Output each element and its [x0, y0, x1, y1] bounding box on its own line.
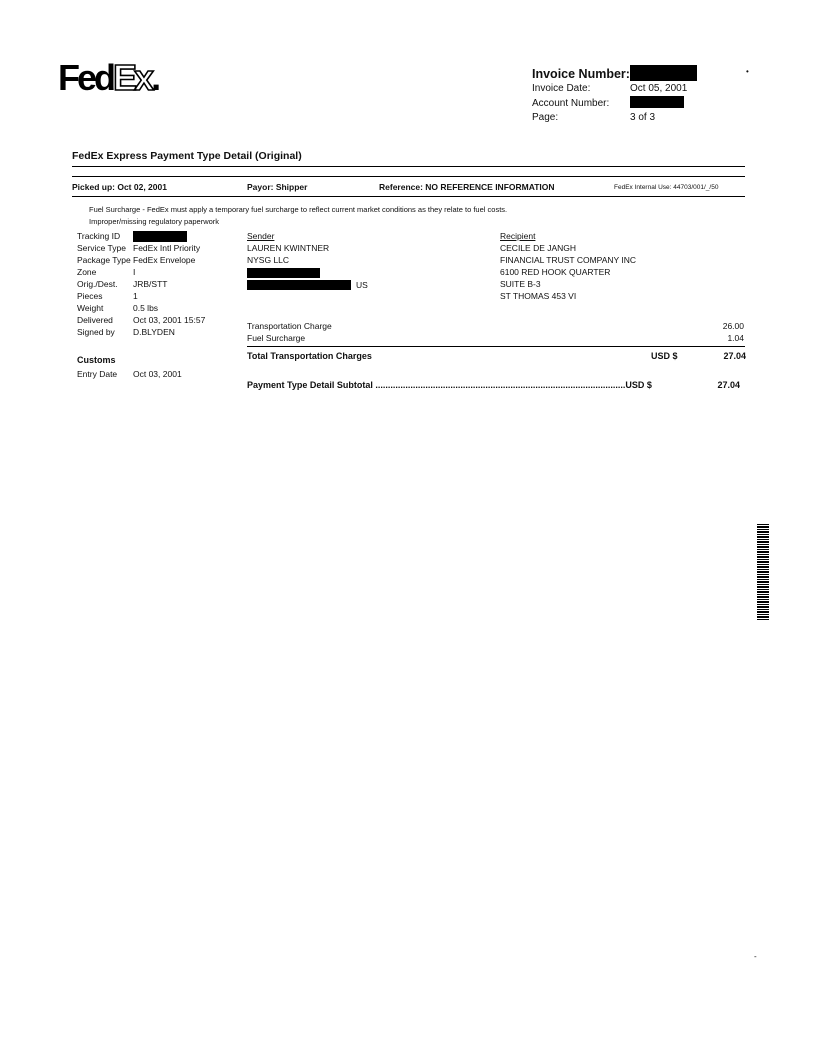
divider-top	[72, 166, 745, 167]
subtotal-label: Payment Type Detail Subtotal ....................................................................................................USD $	[247, 380, 652, 390]
detail-value-orig-dest: JRB/STT	[133, 279, 168, 289]
divider-charges	[247, 346, 745, 347]
charge-fuel-amount: 1.04	[727, 333, 744, 343]
detail-label-zone: Zone	[77, 267, 97, 277]
customs-entry-value: Oct 03, 2001	[133, 369, 182, 379]
recipient-company: FINANCIAL TRUST COMPANY INC	[500, 255, 637, 265]
customs-heading: Customs	[77, 355, 116, 365]
detail-label-tracking-id: Tracking ID	[77, 231, 121, 241]
subtotal-amount: 27.04	[717, 380, 740, 390]
detail-label-pieces: Pieces	[77, 291, 103, 301]
sender-heading: Sender	[247, 231, 275, 241]
sender-address-redacted	[247, 268, 320, 278]
charge-transportation-amount: 26.00	[722, 321, 744, 331]
detail-value-service-type: FedEx Intl Priority	[133, 243, 201, 253]
divider-upper	[72, 176, 745, 177]
detail-label-signed-by: Signed by	[77, 327, 115, 337]
total-currency: USD $	[651, 351, 678, 361]
picked-up-text: Picked up: Oct 02, 2001	[72, 182, 167, 192]
divider-row	[72, 196, 745, 197]
note-fuel-surcharge: Fuel Surcharge - FedEx must apply a temporary fuel surcharge to reflect current market conditions as they relate to fuel costs.	[89, 205, 508, 214]
sender-country: US	[356, 280, 368, 290]
invoice-date-value: Oct 05, 2001	[630, 83, 688, 94]
internal-use-text: FedEx Internal Use: 44703/001/_/50	[614, 184, 719, 191]
recipient-city: ST THOMAS 453 VI	[500, 291, 577, 301]
detail-value-weight: 0.5 lbs	[133, 303, 159, 313]
payor-text: Payor: Shipper	[247, 182, 308, 192]
charge-fuel-label: Fuel Surcharge	[247, 333, 306, 343]
sender-company: NYSG LLC	[247, 255, 290, 265]
fedex-logo	[58, 58, 158, 98]
note-regulatory: Improper/missing regulatory paperwork	[89, 217, 220, 226]
recipient-suite: SUITE B-3	[500, 279, 541, 289]
detail-value-zone: I	[133, 267, 136, 277]
detail-value-package-type: FedEx Envelope	[133, 255, 196, 265]
recipient-heading: Recipient	[500, 231, 536, 241]
corner-mark-top: •	[746, 67, 749, 76]
tracking-id-redacted	[133, 231, 187, 242]
reference-text: Reference: NO REFERENCE INFORMATION	[379, 182, 555, 192]
corner-mark-bottom: -	[754, 952, 757, 961]
logo-ex-text: Ex	[113, 57, 152, 98]
recipient-name: CECILE DE JANGH	[500, 243, 577, 253]
detail-label-delivered: Delivered	[77, 315, 113, 325]
account-number-label: Account Number:	[532, 98, 610, 109]
sender-name: LAUREN KWINTNER	[247, 243, 330, 253]
charge-transportation-label: Transportation Charge	[247, 321, 332, 331]
detail-value-delivered: Oct 03, 2001 15:57	[133, 315, 206, 325]
detail-label-package-type: Package Type	[77, 255, 131, 265]
barcode	[757, 524, 769, 620]
detail-label-weight: Weight	[77, 303, 104, 313]
detail-value-pieces: 1	[133, 291, 138, 301]
detail-labels	[77, 230, 131, 338]
invoice-date-label: Invoice Date:	[532, 83, 591, 94]
recipient-block	[500, 230, 636, 302]
section-title: FedEx Express Payment Type Detail (Original)	[72, 150, 302, 162]
detail-label-service-type: Service Type	[77, 243, 126, 253]
invoice-number-redacted	[630, 65, 697, 81]
total-label: Total Transportation Charges	[247, 351, 372, 361]
invoice-number-label: Invoice Number:	[532, 67, 630, 81]
recipient-address: 6100 RED HOOK QUARTER	[500, 267, 611, 277]
page-label: Page:	[532, 112, 559, 123]
total-amount: 27.04	[723, 351, 746, 361]
sender-city-redacted	[247, 280, 351, 290]
sender-block	[247, 230, 329, 266]
detail-label-orig-dest: Orig./Dest.	[77, 279, 118, 289]
logo-fed-text: Fed	[58, 57, 114, 98]
customs-entry-label: Entry Date	[77, 369, 118, 379]
detail-values	[133, 242, 205, 338]
detail-value-signed-by: D.BLYDEN	[133, 327, 175, 337]
account-number-redacted	[630, 96, 684, 108]
page-value: 3 of 3	[630, 112, 656, 123]
logo-dot-text: .	[151, 57, 159, 98]
